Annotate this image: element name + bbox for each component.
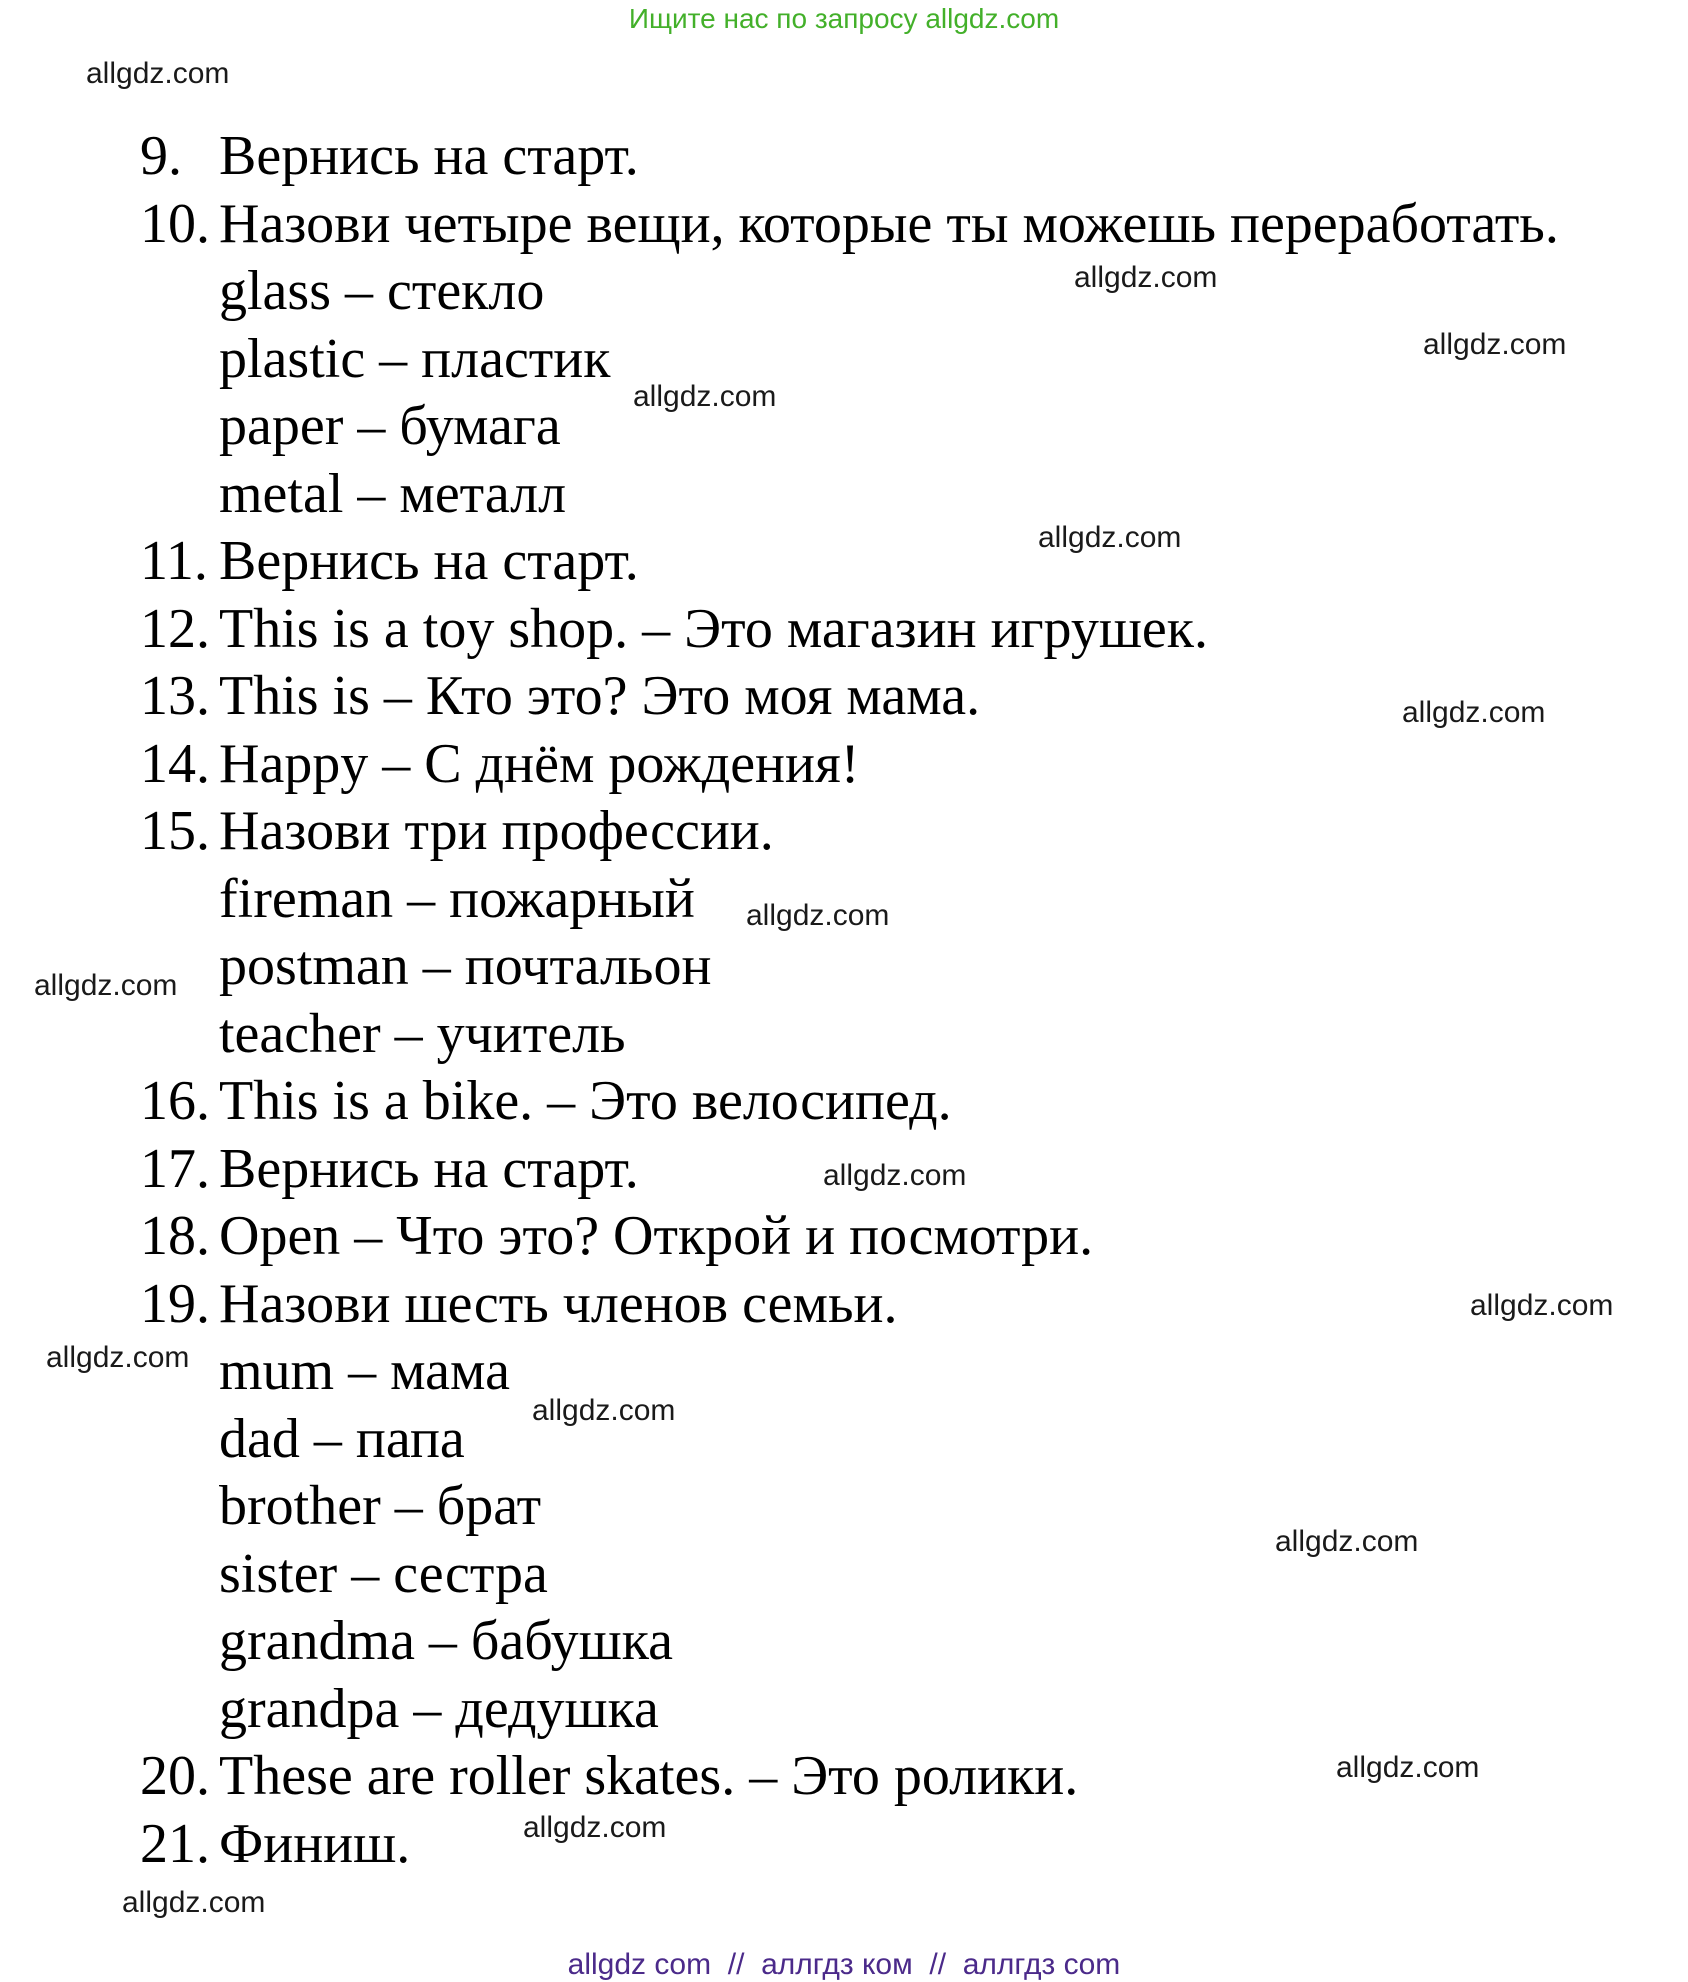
item-number: 17. — [140, 1137, 210, 1200]
list-item — [0, 1068, 1688, 1136]
item-text: sister – сестра — [219, 1542, 548, 1605]
item-text: Вернись на старт. — [219, 530, 639, 592]
list-item — [0, 1203, 1688, 1271]
list-item — [0, 123, 1688, 191]
list-item — [0, 596, 1688, 664]
list-item — [0, 1406, 1688, 1474]
list-item — [0, 191, 1688, 259]
list-item — [0, 1338, 1688, 1406]
top-banner-link[interactable]: Ищите нас по запросу allgdz.com — [628, 3, 1060, 34]
list-item — [0, 1676, 1688, 1744]
list-item — [0, 1001, 1688, 1069]
item-text: fireman – пожарный — [219, 867, 695, 930]
item-number: 9. — [140, 125, 182, 187]
list-item — [0, 1541, 1688, 1609]
watermark-text: allgdz.com — [523, 1811, 667, 1844]
item-text: Вернись на старт. — [219, 125, 639, 187]
item-number: 21. — [140, 1812, 210, 1875]
item-text: grandpa – дедушка — [219, 1677, 659, 1740]
watermark-text: allgdz.com — [1336, 1751, 1480, 1784]
watermark-text: allgdz.com — [122, 1886, 266, 1919]
watermark-text: allgdz.com — [823, 1159, 967, 1192]
watermark-text: allgdz.com — [1470, 1289, 1614, 1322]
watermark-text: allgdz.com — [1074, 261, 1218, 294]
item-number: 20. — [140, 1745, 210, 1807]
item-text: Open – Что это? Открой и посмотри. — [219, 1205, 1094, 1267]
watermark-text: allgdz.com — [746, 899, 890, 932]
watermark-text: allgdz.com — [1402, 696, 1546, 729]
item-number: 16. — [140, 1070, 210, 1132]
item-text: postman – почтальон — [219, 935, 712, 997]
list-item — [0, 528, 1688, 596]
item-text: grandma – бабушка — [219, 1610, 673, 1672]
item-text: glass – стекло — [219, 260, 545, 322]
list-item — [0, 731, 1688, 799]
item-number: 10. — [140, 192, 210, 255]
item-text: This is – Кто это? Это моя мама. — [219, 665, 981, 727]
item-number: 11. — [140, 530, 208, 592]
item-text: Назови четыре вещи, которые ты можешь переработать. — [219, 192, 1559, 255]
item-text: metal – металл — [219, 462, 567, 525]
item-text: This is a toy shop. – Это магазин игрушек. — [219, 597, 1208, 660]
list-item — [0, 798, 1688, 866]
list-item — [0, 258, 1688, 326]
footer-watermark: allgdz com // аллгдз ком // аллгдз com — [567, 1948, 1121, 1981]
watermark-text: allgdz.com — [34, 969, 178, 1002]
watermark-text: allgdz.com — [46, 1341, 190, 1374]
item-text: Назови три профессии. — [219, 800, 774, 862]
item-text: These are roller skates. – Это ролики. — [219, 1745, 1079, 1807]
watermark-text: allgdz.com — [633, 380, 777, 413]
list-item — [0, 1608, 1688, 1676]
list-item — [0, 1271, 1688, 1339]
watermark-text: allgdz.com — [532, 1394, 676, 1427]
item-number: 15. — [140, 800, 210, 862]
watermark-text: allgdz.com — [1423, 328, 1567, 361]
item-text: teacher – учитель — [219, 1002, 626, 1065]
item-text: dad – папа — [219, 1407, 465, 1470]
item-text: Happy – С днём рождения! — [219, 732, 860, 795]
item-text: brother – брат — [219, 1475, 542, 1537]
item-text: mum – мама — [219, 1340, 510, 1402]
list-item — [0, 1473, 1688, 1541]
watermark-text: allgdz.com — [1275, 1525, 1419, 1558]
list-item — [0, 461, 1688, 529]
list-item — [0, 1811, 1688, 1879]
watermark-text: allgdz.com — [1038, 521, 1182, 554]
item-text: Назови шесть членов семьи. — [219, 1272, 898, 1335]
item-text: paper – бумага — [219, 395, 561, 457]
item-number: 14. — [140, 732, 210, 795]
watermark-text: allgdz.com — [86, 57, 230, 90]
item-text: Вернись на старт. — [219, 1137, 639, 1200]
item-number: 12. — [140, 597, 210, 660]
list-item — [0, 393, 1688, 461]
item-text: This is a bike. – Это велосипед. — [219, 1070, 952, 1132]
item-number: 19. — [140, 1272, 210, 1335]
item-number: 13. — [140, 665, 210, 727]
answer-list — [0, 123, 1688, 1878]
item-number: 18. — [140, 1205, 210, 1267]
item-text: Финиш. — [219, 1812, 411, 1875]
list-item — [0, 933, 1688, 1001]
item-text: plastic – пластик — [219, 327, 611, 390]
